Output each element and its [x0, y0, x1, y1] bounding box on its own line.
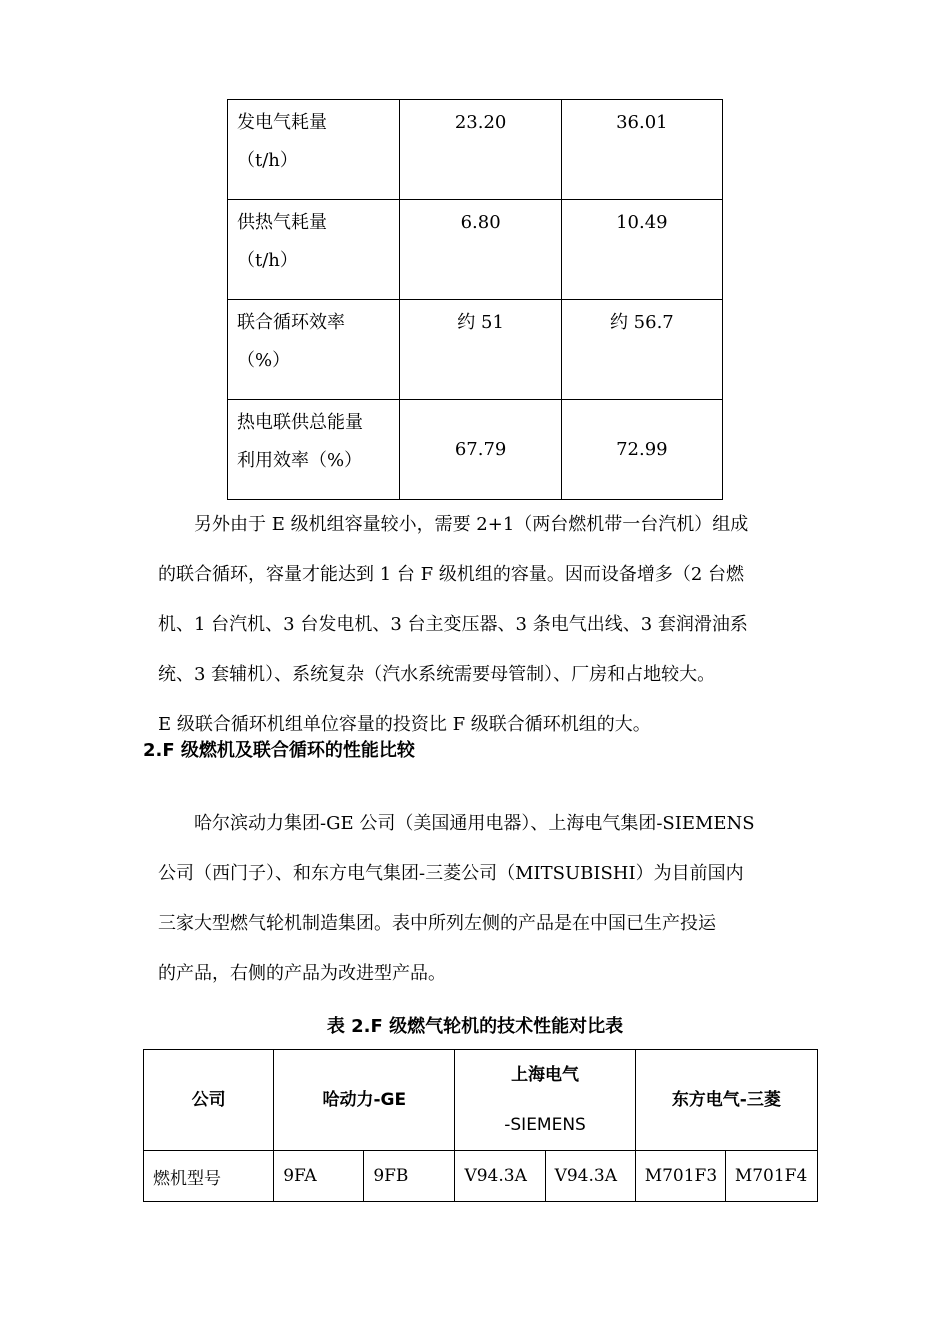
- table-row: [144, 1151, 818, 1202]
- model-cell: M701F3: [635, 1151, 725, 1202]
- section-heading: 2.F 级燃机及联合循环的性能比较: [143, 740, 415, 761]
- row-label-line1: 供热气耗量: [237, 212, 327, 233]
- cell-value: 6.80: [460, 212, 501, 233]
- cell-value: 23.20: [454, 112, 507, 133]
- cell-e-class: [400, 400, 561, 500]
- header-siemens-line2: -SIEMENS: [504, 1115, 586, 1135]
- table-row: [228, 300, 723, 400]
- paragraph-line: 的产品，右侧的产品为改进型产品。: [158, 963, 446, 984]
- row-label-line1: 发电气耗量: [237, 112, 327, 133]
- model-cell: M701F4: [725, 1151, 817, 1202]
- header-mitsubishi: 东方电气-三菱: [635, 1050, 817, 1151]
- row-label-line1: 热电联供总能量: [237, 412, 363, 433]
- cell-e-class: [400, 200, 561, 300]
- table-row: [228, 400, 723, 500]
- cell-f-class: [561, 300, 722, 400]
- header-company: 公司: [144, 1050, 274, 1151]
- cell-f-class: [561, 100, 722, 200]
- cell-value: 10.49: [616, 212, 668, 233]
- cell-e-class: [400, 300, 561, 400]
- paragraph-line: 统、3 套辅机）、系统复杂（汽水系统需要母管制）、厂房和占地较大。: [158, 664, 716, 685]
- paragraph-line: 公司（西门子）、和东方电气集团-三菱公司（MITSUBISHI）为目前国内: [158, 863, 744, 884]
- header-siemens: [455, 1050, 635, 1151]
- paragraph-line: 另外由于 E 级机组容量较小，需要 2+1（两台燃机带一台汽机）组成: [194, 514, 749, 535]
- table-row: [228, 100, 723, 200]
- row-label-line2: 利用效率（%）: [237, 450, 363, 471]
- paragraph-e-class-comparison: [158, 500, 818, 750]
- paragraph-line: 三家大型燃气轮机制造集团。表中所列左侧的产品是在中国已生产投运: [158, 913, 716, 934]
- performance-table-continued: [227, 99, 723, 500]
- row-label: [228, 300, 400, 400]
- row-label: [228, 100, 400, 200]
- cell-value: 72.99: [616, 438, 668, 460]
- cell-e-class: [400, 100, 561, 200]
- cell-value: 36.01: [616, 112, 668, 133]
- row-label-line2: （t/h）: [237, 250, 298, 271]
- row-label-line1: 联合循环效率: [237, 312, 345, 333]
- table-row: [228, 200, 723, 300]
- paragraph-manufacturers: [158, 799, 818, 999]
- row-label-line2: （t/h）: [237, 150, 298, 171]
- model-cell: V94.3A: [545, 1151, 635, 1202]
- row-label-line2: （%）: [237, 350, 291, 371]
- header-siemens-line1: 上海电气: [511, 1065, 580, 1085]
- paragraph-line: 哈尔滨动力集团-GE 公司（美国通用电器）、上海电气集团-SIEMENS: [194, 813, 755, 834]
- paragraph-line: E 级联合循环机组单位容量的投资比 F 级联合循环机组的大。: [158, 714, 651, 735]
- cell-value: 约 51: [457, 312, 504, 333]
- gas-turbine-comparison-table: [143, 1049, 818, 1202]
- model-cell: V94.3A: [455, 1151, 545, 1202]
- cell-f-class: [561, 200, 722, 300]
- cell-f-class: [561, 400, 722, 500]
- paragraph-line: 的联合循环，容量才能达到 1 台 F 级机组的容量。因而设备增多（2 台燃: [158, 564, 744, 585]
- table-caption: 表 2.F 级燃气轮机的技术性能对比表: [326, 1016, 624, 1037]
- row-label: 燃机型号: [144, 1151, 274, 1202]
- model-cell: 9FB: [364, 1151, 455, 1202]
- row-label: [228, 400, 400, 500]
- cell-value: 67.79: [454, 438, 507, 460]
- cell-value: 约 56.7: [609, 312, 674, 333]
- paragraph-line: 机、1 台汽机、3 台发电机、3 台主变压器、3 条电气出线、3 套润滑油系: [158, 614, 748, 635]
- table-header-row: [144, 1050, 818, 1151]
- header-ge: 哈动力-GE: [274, 1050, 455, 1151]
- row-label: [228, 200, 400, 300]
- model-cell: 9FA: [274, 1151, 364, 1202]
